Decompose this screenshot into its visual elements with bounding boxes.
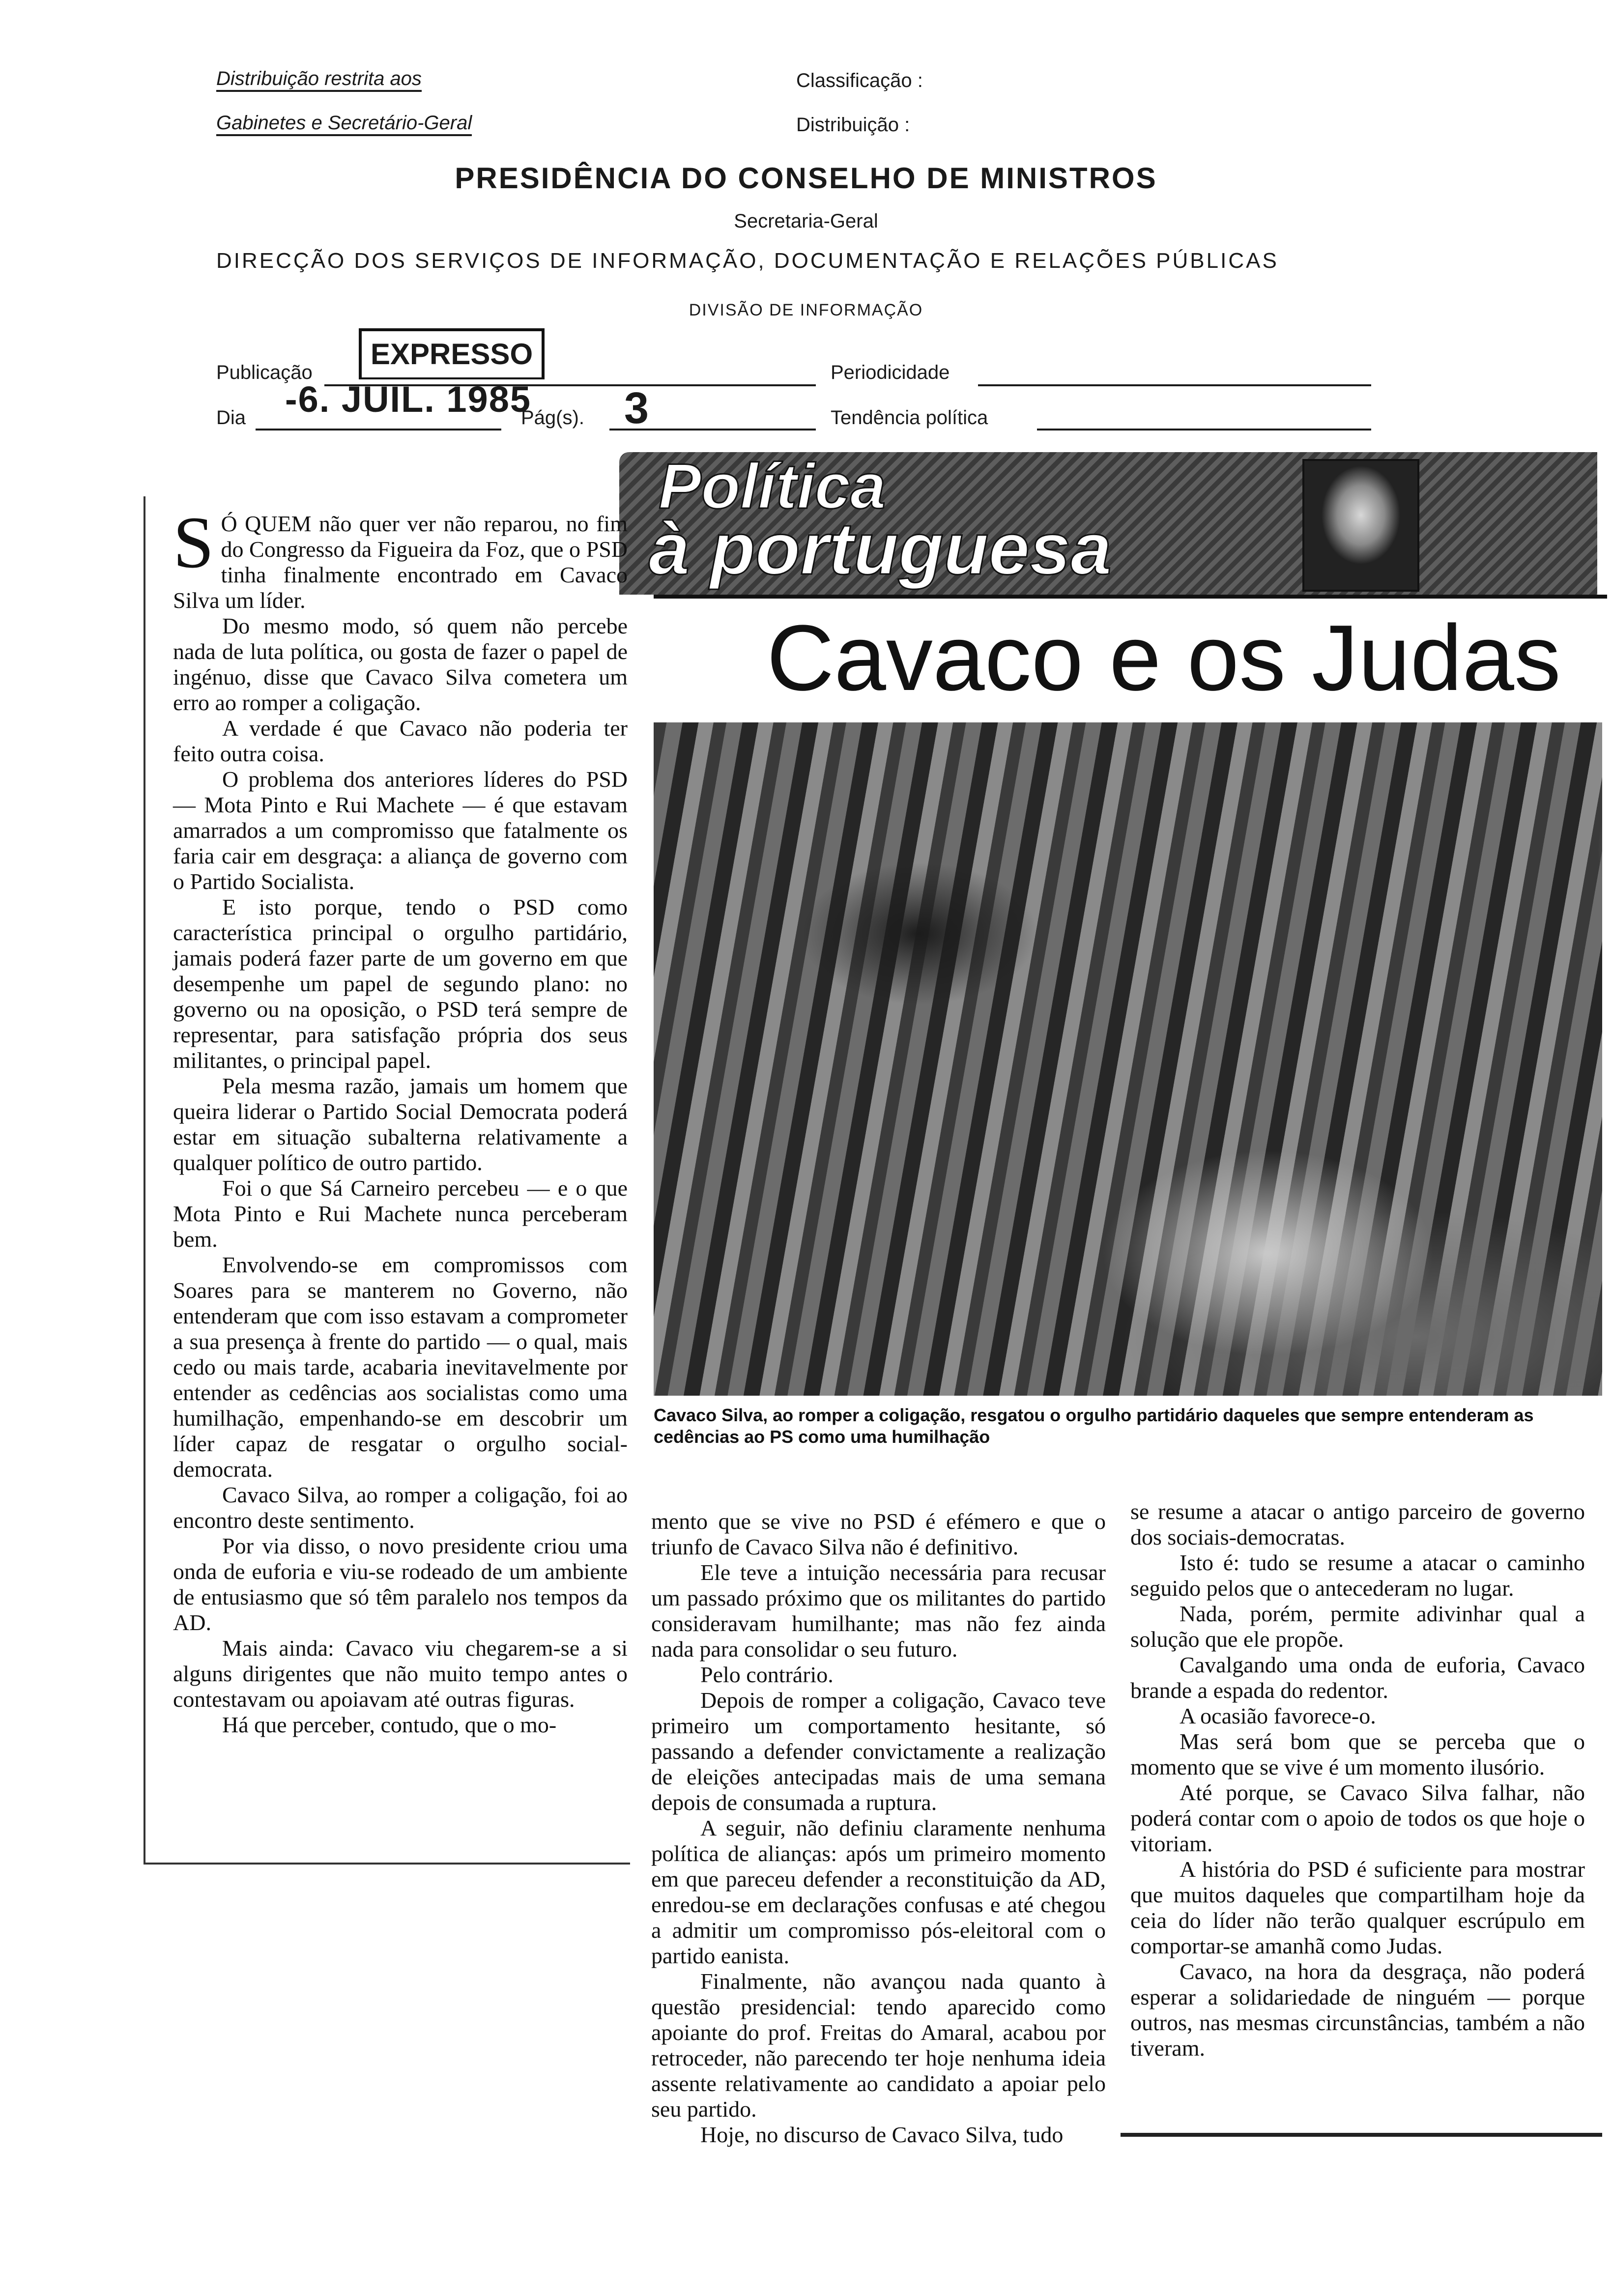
article-column-1	[173, 502, 628, 1738]
periodicity-label: Periodicidade	[831, 362, 950, 383]
distribution-restricted-line: Distribuição restrita aos	[216, 68, 422, 92]
paragraph: A história do PSD é suficiente para mostrar que muitos daqueles que compartilham hoje da ceia do líder não terão qualquer escrúpulo em comportar-se amanhã como Judas.	[1130, 1857, 1585, 1958]
columnist-portrait	[1302, 459, 1419, 592]
section-divider	[654, 595, 1607, 599]
paragraph: Finalmente, não avançou nada quanto à questão presidencial: tendo aparecido como apoiante do prof. Freitas do Amaral, acabou por retroceder, não parecendo ter hoje nenhuma ideia assente relativamente ao candidato a apoiar pelo seu partido.	[651, 1969, 1106, 2122]
headline: Cavaco e os Judas	[767, 606, 1561, 710]
section-banner	[619, 452, 1597, 595]
tendency-label: Tendência política	[831, 407, 988, 429]
section-title-line1: Política	[659, 450, 886, 522]
column-3-bottom-rule	[1121, 2133, 1602, 2137]
day-field-line	[256, 429, 501, 430]
paragraph: Cavalgando uma onda de euforia, Cavaco brande a espada do redentor.	[1130, 1652, 1585, 1703]
classification-label: Classificação :	[796, 70, 923, 91]
paragraph: A verdade é que Cavaco não poderia ter feito outra coisa.	[173, 716, 628, 766]
pages-value: 3	[624, 384, 649, 433]
paragraph: A ocasião favorece-o.	[1180, 1703, 1376, 1728]
column-1-bottom-rule	[144, 1863, 630, 1865]
directorate-title: DIRECÇÃO DOS SERVIÇOS DE INFORMAÇÃO, DOCUMENTAÇÃO E RELAÇÕES PÚBLICAS	[216, 249, 1279, 273]
institution-title: PRESIDÊNCIA DO CONSELHO DE MINISTROS	[455, 162, 1157, 195]
paragraph: O problema dos anteriores líderes do PSD — Mota Pinto e Rui Machete — é que estavam amarrados a um compromisso que fatalmente os faria cair em desgraça: a aliança de governo com o Partido Socialista.	[173, 767, 628, 894]
paragraph: Mais ainda: Cavaco viu chegarem-se a si alguns dirigentes que não muito tempo antes o contestavam ou apoiavam até outras figuras.	[173, 1636, 628, 1712]
news-photo-crowd	[654, 722, 1602, 1396]
tendency-field-line	[1037, 429, 1371, 430]
paragraph: Cavaco Silva, ao romper a coligação, foi ao encontro deste sentimento.	[173, 1482, 628, 1533]
paragraph: Foi o que Sá Carneiro percebeu — e o que Mota Pinto e Rui Machete nunca perceberam bem.	[173, 1176, 628, 1252]
paragraph: Até porque, se Cavaco Silva falhar, não poderá contar com o apoio de todos os que hoje o vitoriam.	[1130, 1780, 1585, 1856]
paragraph: Do mesmo modo, só quem não percebe nada de luta política, ou gosta de fazer o papel de ingénuo, disse que Cavaco Silva cometera um erro ao romper a coligação.	[173, 613, 628, 715]
paragraph: Nada, porém, permite adivinhar qual a solução que ele propõe.	[1130, 1601, 1585, 1652]
paragraph: Há que perceber, contudo, que o mo-	[222, 1712, 557, 1737]
paragraph: A seguir, não definiu claramente nenhuma política de alianças: após um primeiro momento em que pareceu defender a reconstituição da AD, enredou-se em declarações confusas e até chegou a admitir um compromisso pós-eleitoral com o partido eanista.	[651, 1815, 1106, 1968]
distribution-label: Distribuição :	[796, 114, 910, 136]
publication-label: Publicação	[216, 362, 313, 383]
paragraph: Ele teve a intuição necessária para recusar um passado próximo que os militantes do partido consideravam humilhante; mas não fez ainda nada para consolidar o seu futuro.	[651, 1560, 1106, 1662]
date-stamp: -6. JUIL. 1985	[285, 379, 532, 420]
paragraph: se resume a atacar o antigo parceiro de governo dos sociais-democratas.	[1130, 1499, 1585, 1550]
article-column-2	[651, 1509, 1106, 2148]
paragraph: E isto porque, tendo o PSD como característica principal o orgulho partidário, jamais poderá fazer parte de um governo em que desempenhe um papel de segundo plano: no governo ou na oposição, o PSD terá sempre de representar, para satisfação própria dos seus militantes, o principal papel.	[173, 894, 628, 1073]
paragraph: Por via disso, o novo presidente criou uma onda de euforia e viu-se rodeado de um ambiente de entusiasmo que só têm paralelo nos tempos da AD.	[173, 1533, 628, 1635]
paragraph: Cavaco, na hora da desgraça, não poderá esperar a solidariedade de ninguém — porque outros, nas mesmas circunstâncias, também a não tiveram.	[1130, 1959, 1585, 2061]
section-title-line2: à portuguesa	[649, 507, 1112, 590]
paragraph: mento que se vive no PSD é efémero e que o triunfo de Cavaco Silva não é definitivo.	[651, 1509, 1106, 1559]
photo-caption: Cavaco Silva, ao romper a coligação, resgatou o orgulho partidário daqueles que sempre entenderam as cedências ao PS como uma humilhação	[654, 1405, 1534, 1447]
article-column-3	[1130, 1499, 1585, 2061]
drop-cap: S	[173, 502, 214, 583]
secretariat-title: Secretaria-Geral	[734, 210, 878, 232]
column-rule-left	[144, 496, 145, 1863]
periodicity-field-line	[978, 384, 1371, 386]
publication-stamp: EXPRESSO	[359, 328, 545, 379]
division-title: DIVISÃO DE INFORMAÇÃO	[689, 301, 923, 319]
paragraph: Depois de romper a coligação, Cavaco teve primeiro um comportamento hesitante, só passando a defender convictamente a realização de eleições antecipadas mais de uma semana depois de consumada a ruptura.	[651, 1688, 1106, 1815]
pages-label: Pág(s).	[521, 407, 584, 429]
paragraph: Pela mesma razão, jamais um homem que queira liderar o Partido Social Democrata poderá estar em situação subalterna relativamente a qualquer político de outro partido.	[173, 1073, 628, 1175]
day-label: Dia	[216, 407, 246, 429]
pages-field-line	[609, 429, 816, 430]
paragraph: Pelo contrário.	[700, 1662, 834, 1687]
distribution-recipients-line: Gabinetes e Secretário-Geral	[216, 112, 472, 136]
paragraph: Hoje, no discurso de Cavaco Silva, tudo	[700, 2122, 1064, 2147]
paragraph: Mas será bom que se perceba que o momento que se vive é um momento ilusório.	[1130, 1729, 1585, 1779]
paragraph: Envolvendo-se em compromissos com Soares para se manterem no Governo, não entenderam que com isso estavam a comprometer a sua presença à frente do partido — o qual, mais cedo ou mais tarde, acabaria inevitavelmente por entender as cedências aos socialistas como uma humilhação, empenhando-se em descobrir um líder capaz de resgatar o orgulho social-democrata.	[173, 1252, 628, 1482]
paragraph: Ó QUEM não quer ver não reparou, no fim do Congresso da Figueira da Foz, que o PSD tinha finalmente encontrado em Cavaco Silva um líder.	[173, 511, 628, 613]
paragraph: Isto é: tudo se resume a atacar o caminho seguido pelos que o antecederam no lugar.	[1130, 1550, 1585, 1601]
